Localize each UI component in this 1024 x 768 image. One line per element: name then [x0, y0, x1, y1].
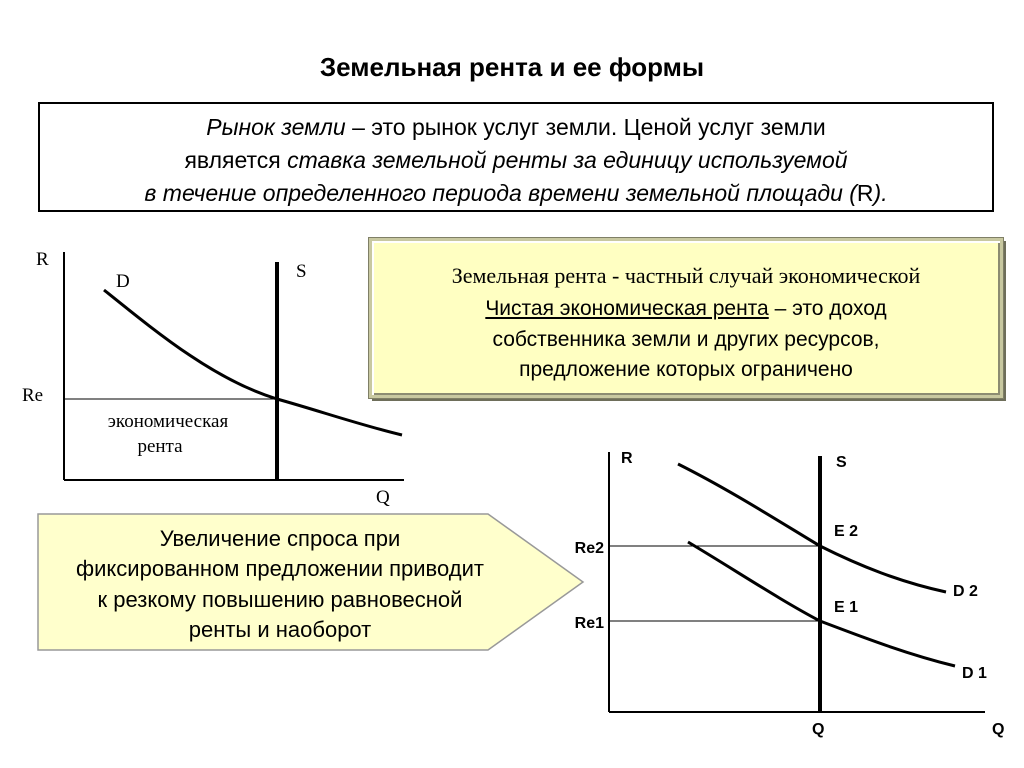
chart2-q-tick: Q [812, 721, 825, 738]
chart1-x-label: Q [376, 487, 390, 508]
definition-text-end: ). [873, 180, 888, 206]
arrow-note-line-1: Увеличение спроса при [159, 526, 401, 551]
chart2-re1-label: Re1 [574, 615, 604, 632]
arrow-note-line-2: фиксированном предложении приводит [76, 556, 484, 581]
callout-line-3: собственника земли и других ресурсов, [492, 328, 880, 351]
chart2-e1-label: E 1 [834, 599, 859, 616]
definition-text: – это рынок услуг земли. Ценой услуг земли [345, 114, 826, 140]
callout-line-1: Земельная рента - частный случай экономической [451, 263, 921, 288]
definition-text: является [184, 147, 288, 173]
chart1-demand-label: D [116, 271, 130, 292]
definition-text-italic: ставка земельной ренты за единицу используемой [287, 147, 848, 173]
chart2-d1-label: D 1 [962, 665, 987, 682]
chart1-re-label: Re [22, 385, 44, 406]
callout-box [369, 238, 1003, 398]
callout-line-2 [372, 297, 1000, 321]
chart2-re2-label: Re2 [574, 540, 604, 557]
chart2-y-label: R [621, 450, 633, 467]
chart1-supply-label: S [296, 261, 307, 282]
callout-text: – это доход [768, 297, 887, 320]
chart1-y-label: R [36, 249, 49, 270]
arrow-note-line-4: ренты и наоборот [188, 617, 372, 642]
page-title: Земельная рента и ее формы [319, 52, 705, 82]
definition-text-italic: в течение определенного периода времени земельной площади ( [144, 180, 857, 206]
callout-line-4: предложение которых ограничено [519, 358, 853, 381]
definition-term: Рынок земли [206, 114, 346, 140]
chart2-demand-d2 [678, 464, 946, 592]
chart2-x-label: Q [992, 721, 1005, 738]
chart-2 [575, 450, 1005, 738]
arrow-note-line-3: к резкому повышению равновесной [97, 587, 463, 612]
definition-symbol-r: R [856, 180, 874, 206]
chart2-d2-label: D 2 [953, 583, 978, 600]
chart1-area-label-2: рента [137, 436, 183, 457]
chart-1 [22, 249, 404, 508]
callout-term: Чистая экономическая рента [485, 297, 769, 320]
chart2-e2-label: E 2 [834, 523, 859, 540]
chart1-area-label-1: экономическая [107, 411, 229, 432]
chart2-supply-label: S [836, 454, 847, 471]
